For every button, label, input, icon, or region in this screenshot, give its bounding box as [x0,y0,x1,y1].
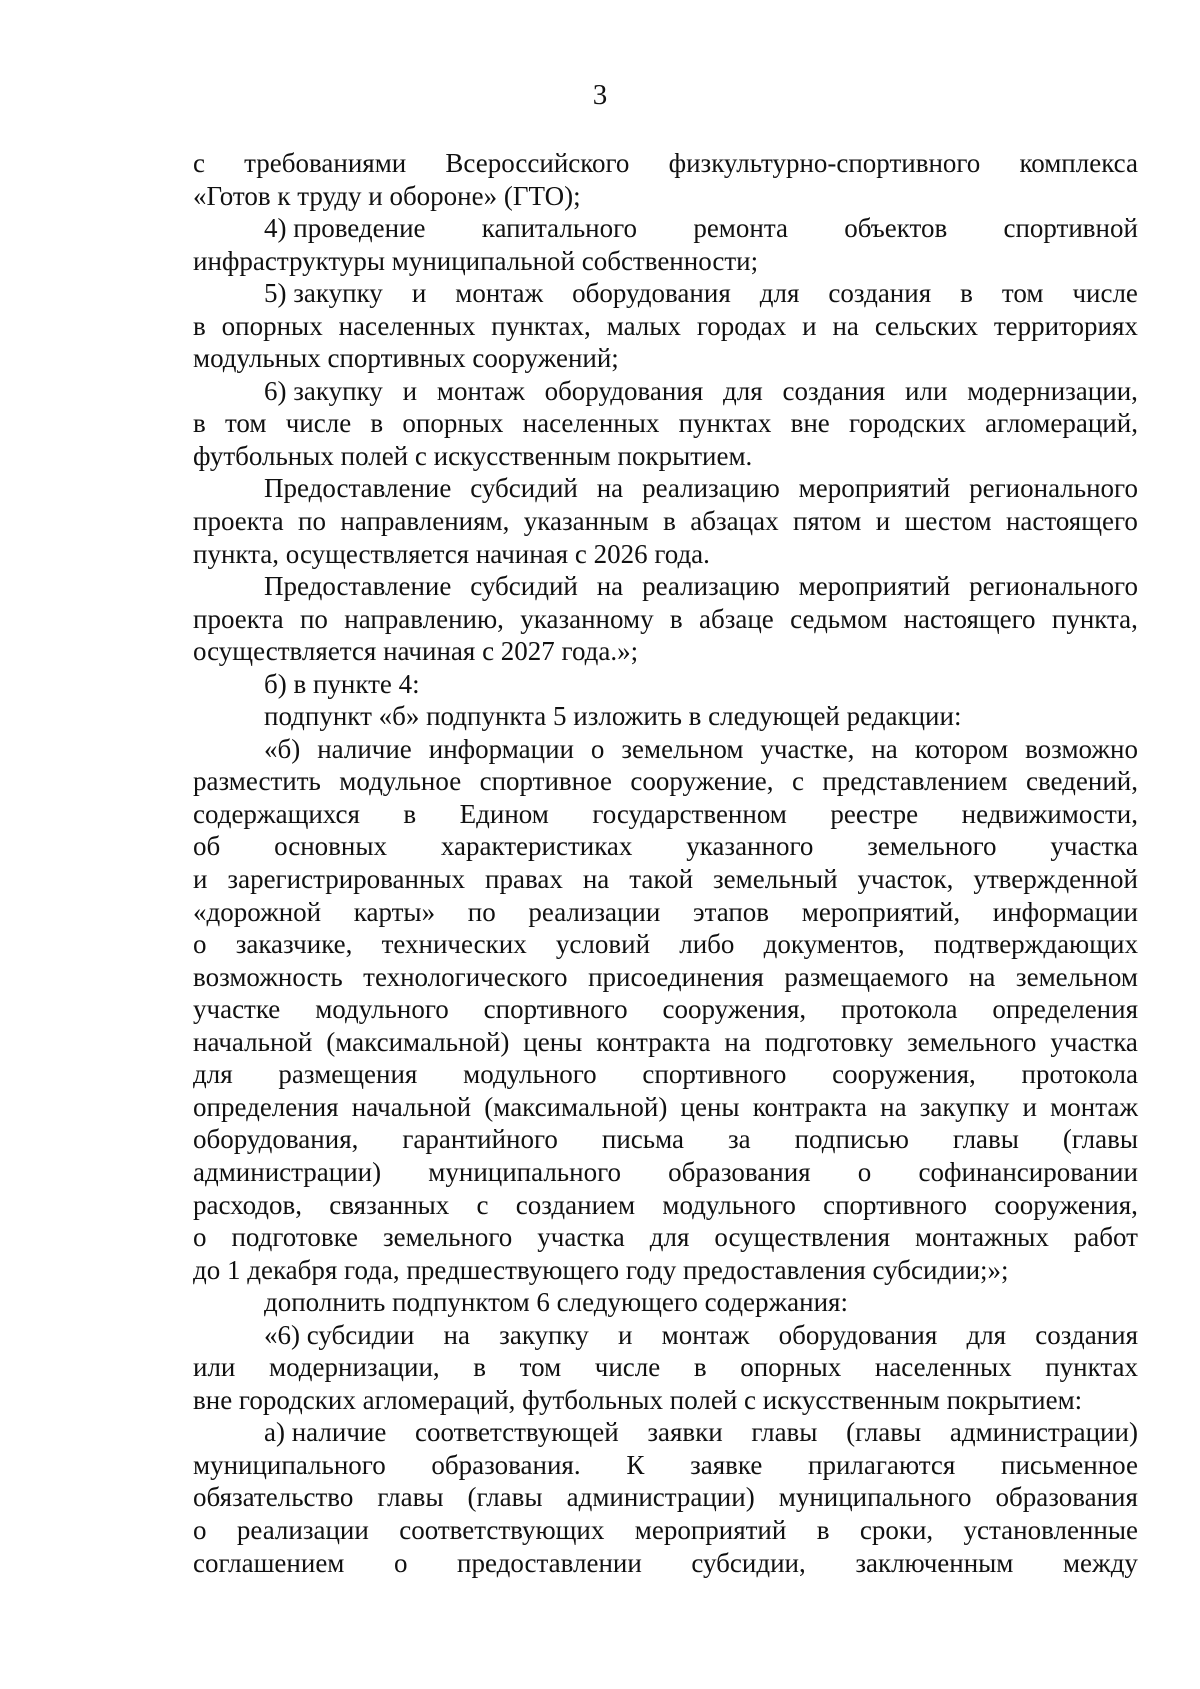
word: пункта, [1051,603,1138,634]
word: сроки, [859,1514,934,1545]
word: информации [992,896,1138,927]
word: подготовке [231,1222,359,1253]
word: «6) субсидии [264,1319,415,1350]
word: участок, [857,864,954,895]
word: и [617,1319,633,1350]
word: для [966,1319,1007,1350]
word: опорных [221,310,323,341]
word: спортивного [483,994,628,1025]
word: закупку [919,1091,1010,1122]
word: осуществления [714,1222,891,1253]
text-line [193,407,1138,440]
word: в [193,310,206,341]
word: земельного [867,831,997,862]
text-line [193,830,1138,863]
word: оборудования [572,278,731,309]
word: или [193,1352,236,1383]
text-line [193,896,1138,929]
word: главы [377,1482,444,1513]
text-line: инфраструктуры муниципальной собственности; [193,245,759,276]
text-line [193,1123,1138,1156]
word: Предоставление [264,571,452,602]
word: обязательство [193,1482,354,1513]
word: числе [594,1352,661,1383]
word: о [193,1514,207,1545]
word: участка [1050,1026,1138,1057]
word: в [370,408,384,439]
word: и [875,506,891,537]
word: пунктах [678,408,772,439]
word: по [299,603,328,634]
word: субсидии, [691,1547,806,1578]
word: объектов [844,213,948,244]
word: модульного [315,994,449,1025]
word: указанного [686,831,814,862]
word: субсидий [470,571,578,602]
text-line [193,993,1138,1026]
word: для [759,278,800,309]
word: городах [696,310,787,341]
text-line [193,1026,1138,1059]
word: технологического [363,961,568,992]
word: оборудования [544,375,704,406]
word: абзаце [698,603,774,634]
word: настоящего [903,603,1036,634]
word: государственном [592,798,787,829]
word: карты» [353,896,436,927]
word: в [663,506,676,537]
word: заключенным [855,1547,1014,1578]
text-line: дополнить подпунктом 6 следующего содержания: [264,1287,848,1318]
word: связанных [329,1189,450,1220]
word: на [596,571,624,602]
word: спортивное [479,766,612,797]
word: в [473,1352,487,1383]
word: в [693,1352,707,1383]
text-line [193,472,1138,505]
word: проекта [193,506,284,537]
word: о [393,1547,408,1578]
word: цены [680,1091,740,1122]
word: капитального [481,213,638,244]
word: соглашением [193,1547,345,1578]
word: по [298,506,326,537]
word: муниципального [193,1449,386,1480]
word: определения [193,1091,339,1122]
word: участке [193,994,281,1025]
word: и [1022,1091,1037,1122]
word: монтаж [455,278,544,309]
text-line: до 1 декабря года, предшествующего году предоставления субсидии;»; [193,1254,1009,1285]
word: реализации [528,896,661,927]
word: на [871,733,898,764]
word: в [960,278,973,309]
word: и [402,375,418,406]
word: с [791,766,804,797]
text-line [193,1351,1138,1384]
word: контракта [596,1026,711,1057]
word: модернизации, [967,375,1138,406]
word: седьмом [790,603,888,634]
word: о [857,1156,872,1187]
word: муниципального [428,1156,621,1187]
word: создания [782,375,886,406]
word: опорных [740,1352,842,1383]
word: наличие [317,733,412,764]
word: за [727,1124,751,1155]
word: этапов [693,896,770,927]
document-body [193,147,1138,1579]
word: администрации) [949,1417,1138,1448]
word: сведений, [1025,766,1138,797]
word: модернизации, [268,1352,440,1383]
text-line [193,375,1138,408]
word: настоящего [1005,506,1138,537]
word: администрации) [193,1156,382,1187]
word: на [596,473,624,504]
word: содержащихся [193,798,360,829]
word: указанным [523,506,649,537]
word: монтаж [1050,1091,1138,1122]
word: указанному [520,603,654,634]
word: Всероссийского [445,148,630,178]
word: заявке [690,1449,763,1480]
word: модульного [662,1189,796,1220]
word: контракта [752,1091,867,1122]
word: том [519,1352,562,1383]
word: сооружения, [994,1189,1138,1220]
word: возможность [193,961,343,992]
word: создания [828,278,932,309]
text-line [193,1189,1138,1222]
word: образования. [431,1449,581,1480]
word: направлениям, [340,506,510,537]
word: земельного [382,1222,513,1253]
word: между [1062,1547,1138,1578]
word: физкультурно-спортивного [668,148,981,178]
word: на [880,1091,907,1122]
word: пунктах, [491,310,591,341]
word: начальной [351,1091,472,1122]
word: разместить [193,766,321,797]
word: монтаж [661,1319,750,1350]
word: агломераций, [985,408,1138,439]
word: мероприятий, [801,896,961,927]
word: субсидий [470,473,578,504]
word: для [723,375,763,406]
word: Предоставление [264,473,452,504]
text-line [193,928,1138,961]
word: определения [992,994,1138,1025]
word: сельских [874,310,978,341]
word: пятом [792,506,862,537]
word: подписью [794,1124,909,1155]
word: мероприятий [798,571,951,602]
word: «дорожной [193,896,322,927]
text-line [193,310,1138,343]
word: модульного [463,1059,597,1090]
word: в [669,603,683,634]
word: работ [1073,1222,1138,1253]
word: населенных [522,408,660,439]
text-line [193,1221,1138,1254]
word: присоединения [588,961,764,992]
word: проекта [193,603,284,634]
word: создания [1035,1319,1138,1350]
word: требованиями [244,148,407,178]
word: недвижимости, [961,798,1138,829]
word: письма [601,1124,684,1155]
word: размещения [278,1059,418,1090]
word: заявки [647,1417,723,1448]
word: письменное [1001,1449,1138,1480]
word: спортивной [1003,213,1138,244]
word: реализацию [642,571,780,602]
word: подготовку [764,1026,894,1057]
word: информации [428,733,574,764]
word: вне [790,408,830,439]
word: (главы [846,1417,922,1448]
word: регионального [969,571,1138,602]
text-line [193,603,1138,636]
word: участка [537,1222,625,1253]
word: для [649,1222,690,1253]
text-line [193,1091,1138,1124]
word: главы [952,1124,1019,1155]
word: характеристиках [440,831,633,862]
text-line [193,1319,1138,1352]
word: регионального [969,473,1138,504]
word: сооружение, [630,766,774,797]
word: городских [849,408,966,439]
page-number: 3 [592,79,608,111]
text-line [193,1416,1138,1449]
word: о [590,733,605,764]
word: модульное [339,766,462,797]
word: закупку [499,1319,589,1350]
word: условий [555,929,651,960]
word: такой [629,864,694,895]
word: соответствующей [415,1417,619,1448]
word: об [193,831,221,862]
word: пунктах [1045,1352,1138,1383]
word: населенных [874,1352,1012,1383]
word: возможно [1025,733,1138,764]
text-line [193,798,1138,831]
text-line: «Готов к труду и обороне» (ГТО); [193,180,581,211]
word: документов, [763,929,905,960]
word: и [193,864,208,895]
word: в [816,1514,830,1545]
text-line: подпункт «б» подпункта 5 изложить в следующей редакции: [264,701,962,732]
text-line [193,1449,1138,1482]
word: опорных [402,408,504,439]
word: подтверждающих [933,929,1138,960]
text-line [193,570,1138,603]
word: Едином [459,798,549,829]
word: на [832,310,859,341]
word: протокола [1021,1059,1138,1090]
word: малых [606,310,681,341]
word: на [443,1319,470,1350]
word: спортивного [642,1059,787,1090]
word: софинансировании [918,1156,1138,1187]
word: главы [751,1417,818,1448]
word: начальной [193,1026,313,1057]
word: котором [914,733,1009,764]
word: или [905,375,948,406]
word: земельного [907,1026,1037,1057]
word: расходов, [193,1189,303,1220]
word: с [193,148,205,178]
word: созданием [515,1189,636,1220]
word: соответствующих [399,1514,605,1545]
text-line [193,733,1138,766]
word: земельном [621,733,744,764]
word: 6) закупку [264,375,383,406]
word: реализацию [642,473,780,504]
word: по [467,896,496,927]
text-line: футбольных полей с искусственным покрытием. [193,440,753,471]
word: прилагаются [808,1449,956,1480]
text-line: пункта, осуществляется начиная с 2026 года. [193,538,710,569]
word: предоставлении [457,1547,642,1578]
word: о [193,1222,207,1253]
text-line [193,1481,1138,1514]
word: гарантийного [402,1124,558,1155]
text-line [193,212,1138,245]
word: направлению, [344,603,504,634]
word: территориях [993,310,1138,341]
word: земельном [1015,961,1138,992]
text-line [193,863,1138,896]
word: основных [274,831,388,862]
word: (главы [1062,1124,1138,1155]
word: сооружения, [662,994,807,1025]
word: муниципального [778,1482,972,1513]
text-line: вне городских агломераций, футбольных полей с искусственным покрытием: [193,1384,1083,1415]
word: на [724,1026,751,1057]
word: о [193,929,207,960]
text-line [193,147,1138,180]
word: монтаж [436,375,525,406]
word: образования [668,1156,811,1187]
text-line [193,1514,1138,1547]
word: том [1001,278,1044,309]
word: заказчике, [235,929,353,960]
word: абзацах [690,506,779,537]
text-line [193,1156,1138,1189]
word: монтажных [914,1222,1049,1253]
word: шестом [904,506,992,537]
word: сооружения, [832,1059,976,1090]
text-line: осуществляется начиная с 2027 года.»; [193,636,639,667]
word: оборудования, [193,1124,359,1155]
text-line [193,1547,1138,1580]
word: и [411,278,427,309]
word: протокола [841,994,958,1025]
text-line [193,505,1138,538]
word: 4) проведение [264,213,426,244]
word: установленные [963,1514,1138,1545]
word: для [193,1059,233,1090]
word: (максимальной) [484,1091,668,1122]
word: оборудования [778,1319,938,1350]
word: зарегистрированных [227,864,466,895]
word: земельный [713,864,838,895]
word: и [802,310,817,341]
word: с [476,1189,489,1220]
word: «б) [264,733,301,764]
word: числе [1072,278,1138,309]
word: реализации [236,1514,369,1545]
word: реестре [830,798,919,829]
word: технических [381,929,527,960]
word: размещаемого [784,961,949,992]
text-line [193,765,1138,798]
word: цены [523,1026,583,1057]
word: администрации) [566,1482,755,1513]
word: образования [995,1482,1138,1513]
text-line [193,277,1138,310]
word: либо [679,929,735,960]
word: том [224,408,267,439]
word: спортивного [823,1189,968,1220]
word: участке, [760,733,855,764]
word: а) наличие [264,1417,387,1448]
word: мероприятий [634,1514,787,1545]
word: на [582,864,610,895]
word: комплекса [1019,148,1138,178]
word: населенных [338,310,476,341]
word: К [626,1449,645,1480]
word: мероприятий [798,473,951,504]
word: числе [285,408,352,439]
word: участка [1050,831,1138,862]
word: (максимальной) [326,1026,510,1057]
word: утвержденной [973,864,1138,895]
text-line: б) в пункте 4: [264,668,420,699]
word: в [193,408,206,439]
text-line: модульных спортивных сооружений; [193,343,619,374]
word: правах [485,864,563,895]
word: 5) закупку [264,278,383,309]
text-line [193,961,1138,994]
word: (главы [467,1482,543,1513]
word: в [403,798,417,829]
word: представлением [822,766,1008,797]
word: ремонта [693,213,788,244]
text-line [193,1058,1138,1091]
word: на [968,961,996,992]
